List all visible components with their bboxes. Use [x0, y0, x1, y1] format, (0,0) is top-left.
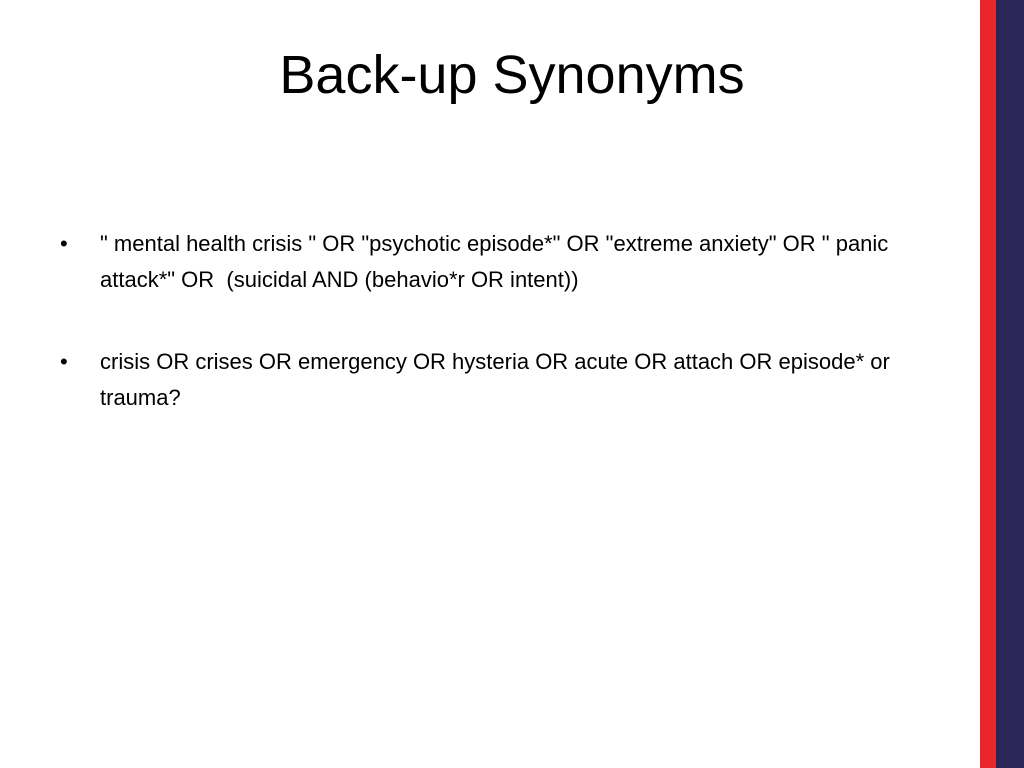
bullet-marker: • [60, 231, 68, 256]
accent-stripe-red [980, 0, 996, 768]
bullet-item [60, 344, 960, 416]
bullet-list [60, 226, 960, 462]
bullet-text: " mental health crisis " OR "psychotic episode*" OR "extreme anxiety" OR " panic attack*" OR (suicidal AND (behavio*r OR intent)) [100, 231, 895, 292]
bullet-text: crisis OR crises OR emergency OR hysteria OR acute OR attach OR episode* or trauma? [100, 349, 896, 410]
accent-stripe-navy [996, 0, 1024, 768]
bullet-item [60, 226, 960, 298]
slide-title: Back-up Synonyms [279, 45, 745, 105]
bullet-marker: • [60, 349, 68, 374]
